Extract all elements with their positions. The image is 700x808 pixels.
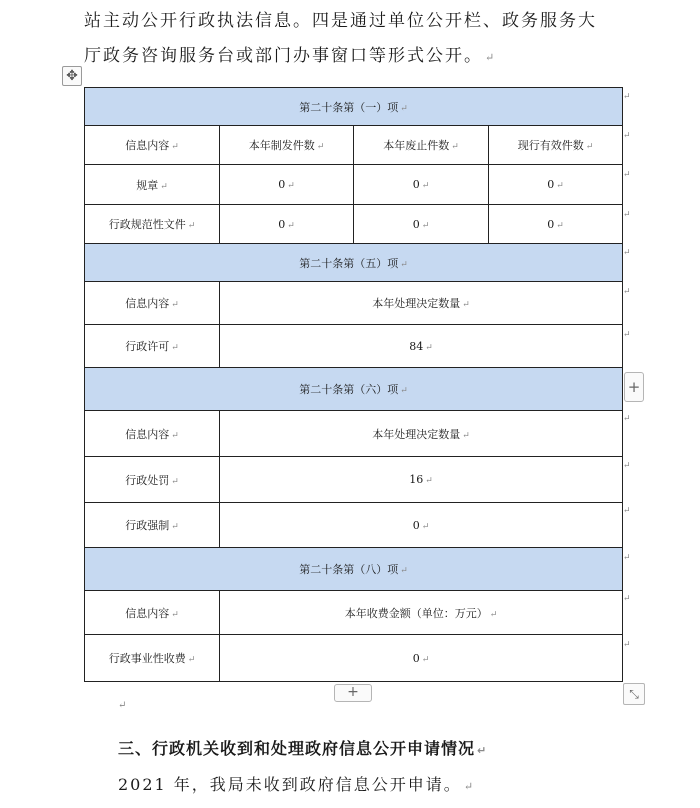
- value-text: 0: [412, 518, 420, 532]
- value-text: 0: [278, 178, 286, 191]
- row-end-mark-icon: ↵: [623, 594, 631, 604]
- row-label: 行政处罚: [125, 473, 170, 487]
- empty-paragraph-mark-icon: ↵: [118, 700, 127, 711]
- info-disclosure-table: [84, 87, 623, 682]
- header-text: 信息内容: [125, 139, 170, 152]
- value-text: 84: [409, 339, 424, 353]
- row-end-mark-icon: ↵: [623, 210, 631, 220]
- add-column-button[interactable]: +: [624, 372, 644, 402]
- row-label: 行政强制: [125, 519, 170, 532]
- paragraph-mark-icon: ↵: [463, 780, 476, 793]
- header-cell[interactable]: [220, 411, 623, 457]
- section-heading-text: 三、行政机关收到和处理政府信息公开申请情况: [118, 739, 476, 758]
- value-cell[interactable]: [220, 635, 623, 682]
- table-row: [85, 635, 623, 682]
- row-label-cell[interactable]: [85, 205, 220, 244]
- table-row: [85, 165, 623, 205]
- header-cell[interactable]: [85, 282, 220, 325]
- section-title: 第二十条第（六）项: [299, 383, 399, 396]
- value-cell[interactable]: [489, 165, 623, 205]
- table-row: [85, 411, 623, 457]
- table-row: [85, 325, 623, 368]
- cell-mark-icon: ↵: [400, 103, 408, 114]
- row-end-mark-icon: ↵: [623, 287, 631, 297]
- table-row: [85, 88, 623, 126]
- table-row: [85, 591, 623, 635]
- body-paragraph-text: 2021 年，我局未收到政府信息公开申请。: [118, 775, 462, 794]
- row-end-mark-icon: ↵: [623, 461, 631, 471]
- header-cell[interactable]: [85, 411, 220, 457]
- cell-mark-icon: ↵: [400, 259, 408, 270]
- section-title: 第二十条第（一）项: [299, 100, 399, 114]
- header-cell[interactable]: [220, 282, 623, 325]
- intro-line-2: [84, 41, 644, 66]
- cell-mark-icon: ↵: [171, 609, 179, 620]
- value-cell[interactable]: [220, 205, 354, 244]
- value-cell[interactable]: [220, 325, 623, 368]
- cell-mark-icon: ↵: [171, 300, 179, 310]
- row-end-mark-icon: ↵: [623, 640, 631, 650]
- cell-mark-icon: ↵: [421, 521, 430, 532]
- row-end-mark-icon: ↵: [623, 92, 631, 102]
- header-cell[interactable]: [220, 591, 623, 635]
- header-cell[interactable]: [489, 126, 623, 165]
- cell-mark-icon: ↵: [489, 609, 498, 620]
- cell-mark-icon: ↵: [171, 476, 179, 487]
- cell-mark-icon: ↵: [425, 476, 433, 486]
- cell-mark-icon: ↵: [462, 430, 470, 441]
- cell-mark-icon: ↵: [421, 654, 430, 665]
- value-text: 16: [409, 473, 424, 486]
- value-text: 0: [547, 217, 555, 231]
- cell-mark-icon: ↵: [425, 342, 433, 353]
- cell-mark-icon: ↵: [400, 386, 408, 396]
- header-text: 本年处理决定数量: [372, 427, 461, 441]
- section-title: 第二十条第（八）项: [299, 563, 399, 576]
- table-move-handle-icon[interactable]: ✥: [62, 66, 82, 86]
- header-cell[interactable]: [85, 591, 220, 635]
- cell-mark-icon: ↵: [171, 142, 179, 152]
- paragraph-mark-icon: ↵: [477, 744, 488, 757]
- section-title-cell[interactable]: [85, 244, 623, 282]
- cell-mark-icon: ↵: [187, 655, 196, 665]
- section-title: 第二十条第（五）项: [299, 256, 399, 270]
- section-title-cell[interactable]: [85, 88, 623, 126]
- header-text: 信息内容: [125, 606, 170, 620]
- value-text: 0: [547, 178, 555, 191]
- table-row: [85, 503, 623, 548]
- body-paragraph: [118, 772, 475, 795]
- header-text: 本年处理决定数量: [372, 297, 461, 310]
- cell-mark-icon: ↵: [187, 221, 196, 231]
- header-text: 信息内容: [125, 427, 170, 441]
- cell-mark-icon: ↵: [171, 343, 179, 353]
- value-text: 0: [412, 178, 420, 191]
- table-row: [85, 205, 623, 244]
- cell-mark-icon: ↵: [556, 181, 564, 191]
- cell-mark-icon: ↵: [451, 142, 459, 152]
- row-end-mark-icon: ↵: [623, 414, 631, 424]
- intro-line-1-text: 站主动公开行政执法信息。四是通过单位公开栏、政务服务大: [84, 11, 597, 31]
- row-end-mark-icon: ↵: [623, 506, 631, 516]
- header-text: 现行有效件数: [517, 139, 584, 152]
- header-text: 本年收费金额（单位：万元）: [344, 606, 488, 620]
- cell-mark-icon: ↵: [171, 522, 179, 532]
- cell-mark-icon: ↵: [421, 181, 430, 191]
- header-text: 本年制发件数: [248, 139, 315, 152]
- intro-line-2-text: 厅政务咨询服务台或部门办事窗口等形式公开。: [84, 46, 483, 66]
- value-cell[interactable]: [354, 165, 489, 205]
- cell-mark-icon: ↵: [171, 430, 179, 441]
- value-cell[interactable]: [354, 205, 489, 244]
- intro-line-1: [84, 6, 644, 31]
- section-title-cell[interactable]: [85, 368, 623, 411]
- value-text: 0: [412, 651, 420, 665]
- section-title-cell[interactable]: [85, 548, 623, 591]
- value-cell[interactable]: [220, 457, 623, 503]
- cell-mark-icon: ↵: [287, 181, 295, 191]
- add-row-button[interactable]: +: [334, 684, 372, 702]
- value-cell[interactable]: [489, 205, 623, 244]
- header-text: 本年废止件数: [383, 139, 450, 152]
- row-end-mark-icon: ↵: [623, 131, 631, 141]
- value-cell[interactable]: [220, 503, 623, 548]
- cell-mark-icon: ↵: [160, 181, 168, 192]
- table-row: [85, 368, 623, 411]
- row-label: 行政许可: [125, 340, 170, 353]
- row-label-cell[interactable]: [85, 635, 220, 682]
- table-row: [85, 548, 623, 591]
- value-text: 0: [278, 217, 286, 231]
- table-row: [85, 126, 623, 165]
- value-text: 0: [412, 217, 420, 231]
- row-end-mark-icon: ↵: [623, 553, 631, 563]
- value-cell[interactable]: [220, 165, 354, 205]
- row-end-mark-icon: ↵: [623, 170, 631, 180]
- cell-mark-icon: ↵: [421, 220, 430, 231]
- table-row: [85, 282, 623, 325]
- table-row: [85, 244, 623, 282]
- table-row: [85, 457, 623, 503]
- cell-mark-icon: ↵: [287, 220, 295, 231]
- header-text: 信息内容: [125, 297, 170, 310]
- cell-mark-icon: ↵: [462, 300, 470, 310]
- table-resize-handle-icon[interactable]: ⤡: [623, 683, 645, 705]
- cell-mark-icon: ↵: [400, 566, 408, 576]
- row-label-cell[interactable]: [85, 457, 220, 503]
- row-label: 行政事业性收费: [108, 652, 186, 665]
- paragraph-mark-icon: ↵: [485, 51, 497, 64]
- row-label-cell[interactable]: [85, 503, 220, 548]
- section-heading: [118, 736, 487, 759]
- row-label: 规章: [136, 178, 159, 192]
- cell-mark-icon: ↵: [556, 220, 564, 231]
- header-cell[interactable]: [220, 126, 354, 165]
- row-end-mark-icon: ↵: [623, 330, 631, 340]
- cell-mark-icon: ↵: [316, 142, 325, 152]
- row-label-cell[interactable]: [85, 325, 220, 368]
- row-end-mark-icon: ↵: [623, 248, 631, 258]
- row-label: 行政规范性文件: [108, 218, 186, 231]
- cell-mark-icon: ↵: [585, 142, 594, 152]
- header-cell[interactable]: [85, 126, 220, 165]
- row-label-cell[interactable]: [85, 165, 220, 205]
- header-cell[interactable]: [354, 126, 489, 165]
